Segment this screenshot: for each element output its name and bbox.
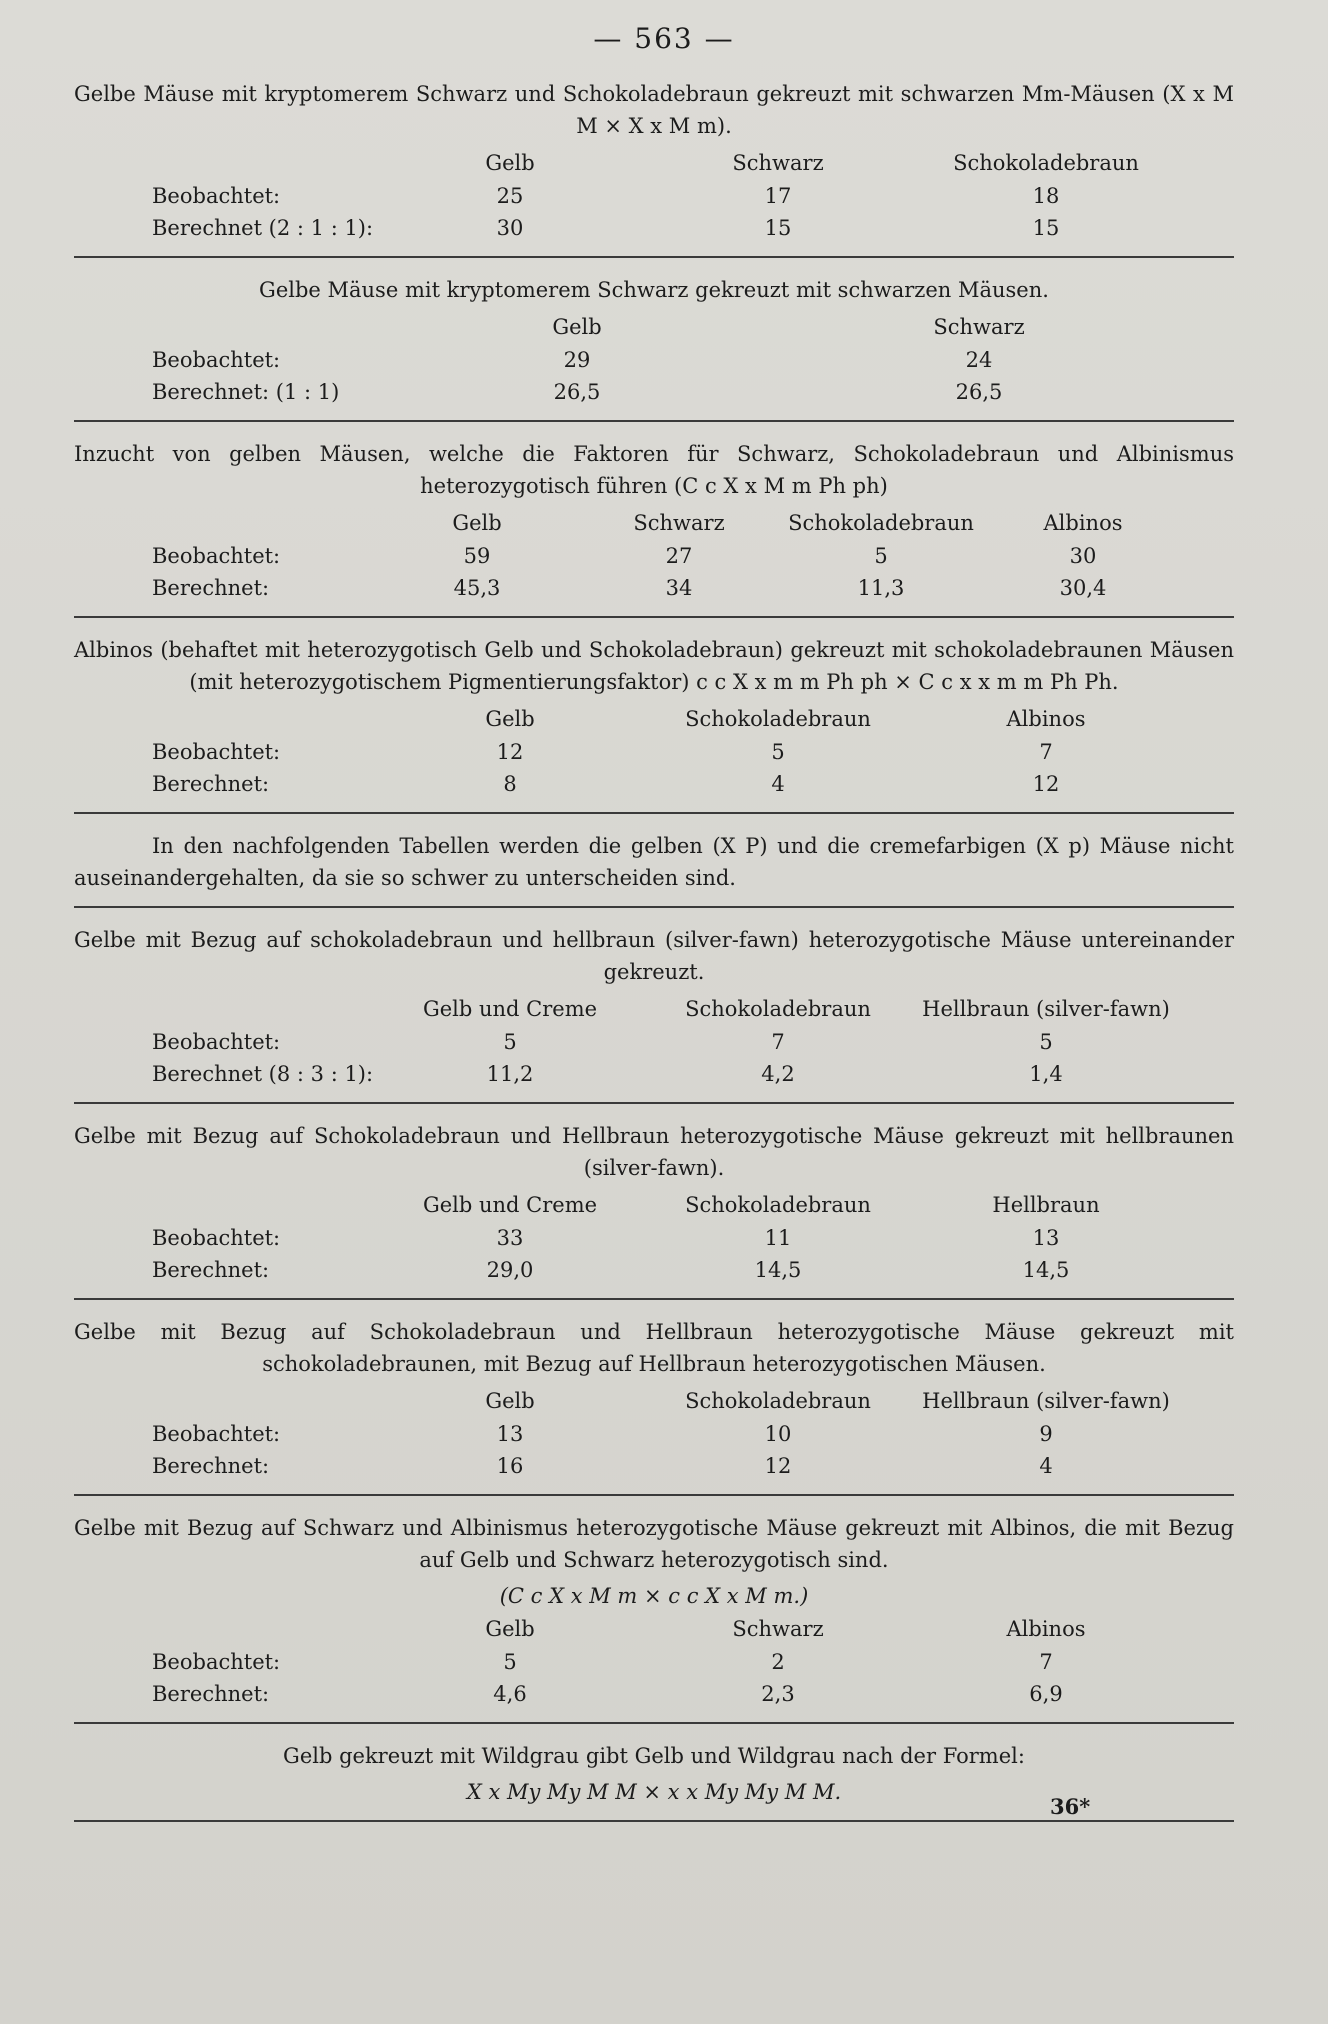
results-section: [74, 1114, 1234, 1300]
table-row: [74, 1058, 1180, 1090]
table-cell: 33: [496, 1226, 524, 1250]
header-spacer: [74, 992, 376, 1026]
results-table: [74, 1612, 1180, 1710]
table-cell: 17: [764, 184, 792, 208]
column-header: Gelb: [485, 707, 535, 731]
table-cell: 11: [764, 1226, 792, 1250]
table-cell: 12: [1032, 772, 1060, 796]
table-header-row: [74, 310, 1180, 344]
row-label: Beobachtet:: [152, 348, 281, 372]
results-table: [74, 506, 1184, 604]
table-header-row: [74, 506, 1184, 540]
section-heading: Albinos (behaftet mit heterozygotisch Gelb und Schokoladebraun) gekreuzt mit schokoladebraunen Mäusen (mit heterozygotischem Pigmentierungsfaktor) c c X x m m Ph ph × C c x x m m Ph Ph.: [74, 638, 1234, 694]
table-cell: 11,2: [486, 1062, 534, 1086]
table-cell: 7: [1039, 1650, 1053, 1674]
table-cell: 18: [1032, 184, 1060, 208]
results-table: [74, 1384, 1180, 1482]
table-cell: 5: [1039, 1030, 1053, 1054]
table-cell: 45,3: [453, 576, 501, 600]
table-header-row: [74, 1612, 1180, 1646]
header-spacer: [74, 310, 376, 344]
column-header: Schokoladebraun: [953, 151, 1139, 175]
column-header: Hellbraun: [992, 1193, 1100, 1217]
table-cell: 10: [764, 1422, 792, 1446]
table-cell: 2: [771, 1650, 785, 1674]
table-row: [74, 736, 1180, 768]
table-cell: 5: [503, 1650, 517, 1674]
section-heading: Gelbe Mäuse mit kryptomerem Schwarz gekreuzt mit schwarzen Mäusen.: [259, 278, 1049, 302]
column-header: Gelb: [452, 511, 502, 535]
row-label: Berechnet (2 : 1 : 1):: [152, 216, 374, 240]
table-cell: 30: [496, 216, 524, 240]
results-section: [74, 1310, 1234, 1496]
table-row: [74, 180, 1180, 212]
column-header: Albinos: [1006, 1617, 1086, 1641]
table-cell: 7: [771, 1030, 785, 1054]
page-number: — 563 —: [593, 22, 735, 55]
column-header: Schwarz: [732, 1617, 824, 1641]
results-section: [74, 432, 1234, 618]
header-spacer: [74, 1188, 376, 1222]
table-row: [74, 1222, 1180, 1254]
table-cell: 13: [1032, 1226, 1060, 1250]
table-cell: 24: [965, 348, 993, 372]
table-row: [74, 1450, 1180, 1482]
row-label: Berechnet:: [152, 1682, 270, 1706]
table-cell: 12: [496, 740, 524, 764]
cross-formula: (C c X x M m × c c X x M m.): [499, 1584, 809, 1608]
table-row: [74, 572, 1184, 604]
results-table: [74, 310, 1180, 408]
results-table: [74, 702, 1180, 800]
table-cell: 29: [563, 348, 591, 372]
section-heading: Inzucht von gelben Mäusen, welche die Faktoren für Schwarz, Schokoladebraun und Albinismus heterozygotisch führen (C c X x M m Ph ph): [74, 442, 1234, 498]
table-cell: 30,4: [1059, 576, 1107, 600]
table-row: [74, 540, 1184, 572]
results-section: [74, 268, 1234, 422]
column-header: Hellbraun (silver-fawn): [922, 997, 1170, 1021]
header-spacer: [74, 506, 376, 540]
table-cell: 1,4: [1029, 1062, 1063, 1086]
table-row: [74, 1418, 1180, 1450]
section-heading: Gelbe mit Bezug auf Schwarz und Albinismus heterozygotische Mäuse gekreuzt mit Albinos, die mit Bezug auf Gelb und Schwarz heterozygotisch sind.: [74, 1516, 1234, 1572]
table-cell: 14,5: [754, 1258, 802, 1282]
table-cell: 59: [463, 544, 491, 568]
table-cell: 8: [503, 772, 517, 796]
table-header-row: [74, 702, 1180, 736]
table-cell: 15: [1032, 216, 1060, 240]
table-cell: 6,9: [1029, 1682, 1063, 1706]
table-row: [74, 1254, 1180, 1286]
results-section: [74, 918, 1234, 1104]
header-spacer: [74, 1384, 376, 1418]
table-cell: 14,5: [1022, 1258, 1070, 1282]
column-header: Schwarz: [732, 151, 824, 175]
table-header-row: [74, 992, 1180, 1026]
note-paragraph: In den nachfolgenden Tabellen werden die gelben (X P) und die cremefarbigen (X p) Mäuse nicht auseinandergehalten, da sie so schwer zu unterscheiden sind.: [74, 834, 1234, 890]
table-cell: 15: [764, 216, 792, 240]
section-heading: Gelbe Mäuse mit kryptomerem Schwarz und Schokoladebraun gekreuzt mit schwarzen Mm-Mäusen (X x M M × X x M m).: [74, 82, 1234, 138]
column-header: Albinos: [1006, 707, 1086, 731]
table-cell: 26,5: [955, 380, 1003, 404]
row-label: Berechnet (8 : 3 : 1):: [152, 1062, 374, 1086]
results-section: [74, 1506, 1234, 1724]
row-label: Beobachtet:: [152, 1650, 281, 1674]
header-spacer: [74, 1612, 376, 1646]
table-cell: 30: [1069, 544, 1097, 568]
table-row: [74, 376, 1180, 408]
column-header: Hellbraun (silver-fawn): [922, 1389, 1170, 1413]
row-label: Berechnet: (1 : 1): [152, 380, 340, 404]
column-header: Gelb: [485, 1617, 535, 1641]
table-cell: 4,6: [493, 1682, 527, 1706]
column-header: Gelb und Creme: [422, 1193, 598, 1217]
table-header-row: [74, 1384, 1180, 1418]
row-label: Beobachtet:: [152, 1030, 281, 1054]
table-header-row: [74, 1188, 1180, 1222]
table-cell: 4: [771, 772, 785, 796]
column-header: Schokoladebraun: [685, 1193, 871, 1217]
column-header: Gelb: [485, 1389, 535, 1413]
table-row: [74, 1026, 1180, 1058]
table-cell: 4: [1039, 1454, 1053, 1478]
note-section: [74, 824, 1234, 908]
table-cell: 13: [496, 1422, 524, 1446]
column-header: Gelb und Creme: [422, 997, 598, 1021]
column-header: Schwarz: [633, 511, 725, 535]
table-cell: 5: [503, 1030, 517, 1054]
column-header: Schokoladebraun: [685, 1389, 871, 1413]
section-heading: Gelbe mit Bezug auf schokoladebraun und hellbraun (silver-fawn) heterozygotische Mäuse untereinander gekreuzt.: [74, 928, 1234, 984]
row-label: Beobachtet:: [152, 544, 281, 568]
signature-mark: 36*: [1050, 1794, 1091, 1819]
table-cell: 27: [665, 544, 693, 568]
table-row: [74, 1678, 1180, 1710]
table-row: [74, 344, 1180, 376]
content: [74, 72, 1234, 1832]
table-row: [74, 768, 1180, 800]
row-label: Berechnet:: [152, 576, 270, 600]
table-row: [74, 1646, 1180, 1678]
row-label: Berechnet:: [152, 1258, 270, 1282]
table-cell: 25: [496, 184, 524, 208]
column-header: Schokoladebraun: [685, 997, 871, 1021]
table-cell: 7: [1039, 740, 1053, 764]
row-label: Beobachtet:: [152, 1226, 281, 1250]
column-header: Schokoladebraun: [788, 511, 974, 535]
section-heading: Gelbe mit Bezug auf Schokoladebraun und Hellbraun heterozygotische Mäuse gekreuzt mit schokoladebraunen, mit Bezug auf Hellbraun heterozygotischen Mäusen.: [74, 1320, 1234, 1376]
section-heading: Gelbe mit Bezug auf Schokoladebraun und Hellbraun heterozygotische Mäuse gekreuzt mit hellbraunen (silver-fawn).: [74, 1124, 1234, 1180]
table-cell: 16: [496, 1454, 524, 1478]
column-header: Gelb: [485, 151, 535, 175]
row-label: Beobachtet:: [152, 1422, 281, 1446]
row-label: Beobachtet:: [152, 184, 281, 208]
table-cell: 11,3: [857, 576, 905, 600]
table-cell: 4,2: [761, 1062, 795, 1086]
row-label: Berechnet:: [152, 1454, 270, 1478]
row-label: Berechnet:: [152, 772, 270, 796]
table-header-row: [74, 146, 1180, 180]
results-table: [74, 992, 1180, 1090]
table-cell: 34: [665, 576, 693, 600]
column-header: Albinos: [1043, 511, 1123, 535]
table-cell: 12: [764, 1454, 792, 1478]
column-header: Gelb: [552, 315, 602, 339]
header-spacer: [74, 702, 376, 736]
column-header: Schwarz: [933, 315, 1025, 339]
results-table: [74, 146, 1180, 244]
table-cell: 26,5: [553, 380, 601, 404]
table-cell: 5: [771, 740, 785, 764]
results-section: [74, 72, 1234, 258]
final-formula: X x My My M M × x x My My M M.: [466, 1780, 842, 1804]
results-section: [74, 628, 1234, 814]
column-header: Schokoladebraun: [685, 707, 871, 731]
results-table: [74, 1188, 1180, 1286]
table-cell: 2,3: [761, 1682, 795, 1706]
row-label: Beobachtet:: [152, 740, 281, 764]
header-spacer: [74, 146, 376, 180]
table-cell: 9: [1039, 1422, 1053, 1446]
final-text: Gelb gekreuzt mit Wildgrau gibt Gelb und Wildgrau nach der Formel:: [283, 1744, 1025, 1768]
table-cell: 29,0: [486, 1258, 534, 1282]
table-cell: 5: [874, 544, 888, 568]
table-row: [74, 212, 1180, 244]
